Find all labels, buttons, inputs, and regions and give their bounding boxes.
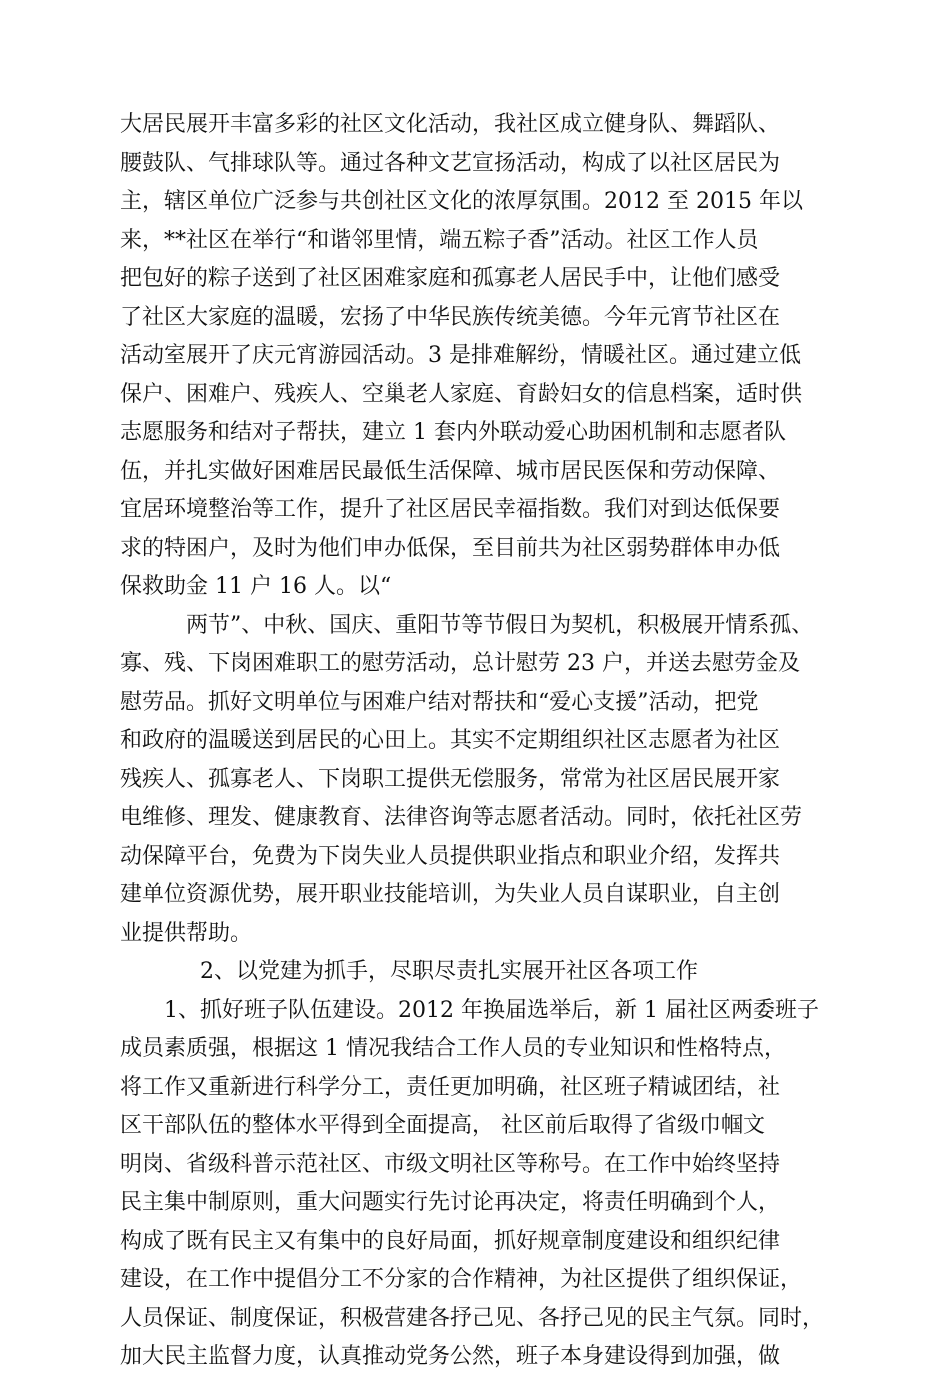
text-line: 了社区大家庭的温暖，宏扬了中华民族传统美德。今年元宵节社区在 [120,304,781,330]
text-line: 建单位资源优势，展开职业技能培训，为失业人员自谋职业，自主创 [120,882,781,907]
text-line: 慰劳品。抓好文明单位与困难户结对帮扶和“爱心支援”活动，把党 [120,689,759,715]
text-line: 腰鼓队、气排球队等。通过各种文艺宣扬活动，构成了以社区居民为 [120,150,781,176]
text-line: 来，**社区在举行“和谐邻里情，端五粽子香”活动。社区工作人员 [120,227,759,253]
text-line: 保户、困难户、残疾人、空巢老人家庭、育龄妇女的信息档案，适时供 [120,381,803,407]
text-line: 寡、残、下岗困难职工的慰劳活动，总计慰劳 23 户，并送去慰劳金及 [120,651,800,676]
text-line: 求的特困户，及时为他们申办低保，至目前共为社区弱势群体申办低 [120,535,781,561]
text-line: 构成了既有民主又有集中的良好局面，抓好规章制度建设和组织纪律 [120,1228,781,1254]
text-line: 建设，在工作中提倡分工不分家的合作精神，为社区提供了组织保证， [120,1267,803,1292]
section-heading: 2、以党建为抓手，尽职尽责扎实展开社区各项工作 [200,959,698,984]
text-line: 动保障平台，免费为下岗失业人员提供职业指点和职业介绍，发挥共 [120,843,781,869]
text-line: 加大民主监督力度，认真推动党务公然，班子本身建设得到加强，做 [120,1344,781,1369]
text-line: 和政府的温暖送到居民的心田上。其实不定期组织社区志愿者为社区 [120,728,781,753]
text-line: 宜居环境整治等工作，提升了社区居民幸福指数。我们对到达低保要 [120,497,781,522]
text-line: 成员素质强，根据这 1 情况我结合工作人员的专业知识和性格特点， [120,1036,786,1061]
text-line: 大居民展开丰富多彩的社区文化活动，我社区成立健身队、舞蹈队、 [120,112,781,137]
text-line: 电维修、理发、健康教育、法律咨询等志愿者活动。同时，依托社区劳 [120,805,803,830]
text-line: 残疾人、孤寡老人、下岗职工提供无偿服务，常常为社区居民展开家 [120,766,781,792]
text-line: 主，辖区单位广泛参与共创社区文化的浓厚氛围。2012 至 2015 年以 [120,189,803,214]
text-line: 明岗、省级科普示范社区、市级文明社区等称号。在工作中始终坚持 [120,1151,781,1177]
text-line: 将工作又重新进行科学分工，责任更加明确，社区班子精诚团结，社 [120,1074,781,1100]
text-line: 志愿服务和结对子帮扶，建立 1 套内外联动爱心助困机制和志愿者队 [120,420,786,445]
text-line: 保救助金 11 户 16 人。以“ [120,574,392,599]
text-line: 活动室展开了庆元宵游园活动。3 是排难解纷，情暖社区。通过建立低 [120,343,801,368]
text-line: 1、抓好班子队伍建设。2012 年换届选举后，新 1 届社区两委班子 [164,997,819,1023]
document-body [120,106,825,1377]
text-line: 伍，并扎实做好困难居民最低生活保障、城市居民医保和劳动保障、 [120,458,781,484]
text-line: 区干部队伍的整体水平得到全面提高， 社区前后取得了省级巾帼文 [120,1113,765,1138]
text-line: 两节”、中秋、国庆、重阳节等节假日为契机，积极展开情系孤、 [186,612,814,638]
text-line: 人员保证、制度保证，积极营建各抒己见、各抒己见的民主气氛。同时， [120,1305,825,1331]
text-line: 民主集中制原则，重大问题实行先讨论再决定，将责任明确到个人， [120,1190,781,1215]
text-line: 业提供帮助。 [120,920,253,946]
text-line: 把包好的粽子送到了社区困难家庭和孤寡老人居民手中，让他们感受 [120,266,781,291]
